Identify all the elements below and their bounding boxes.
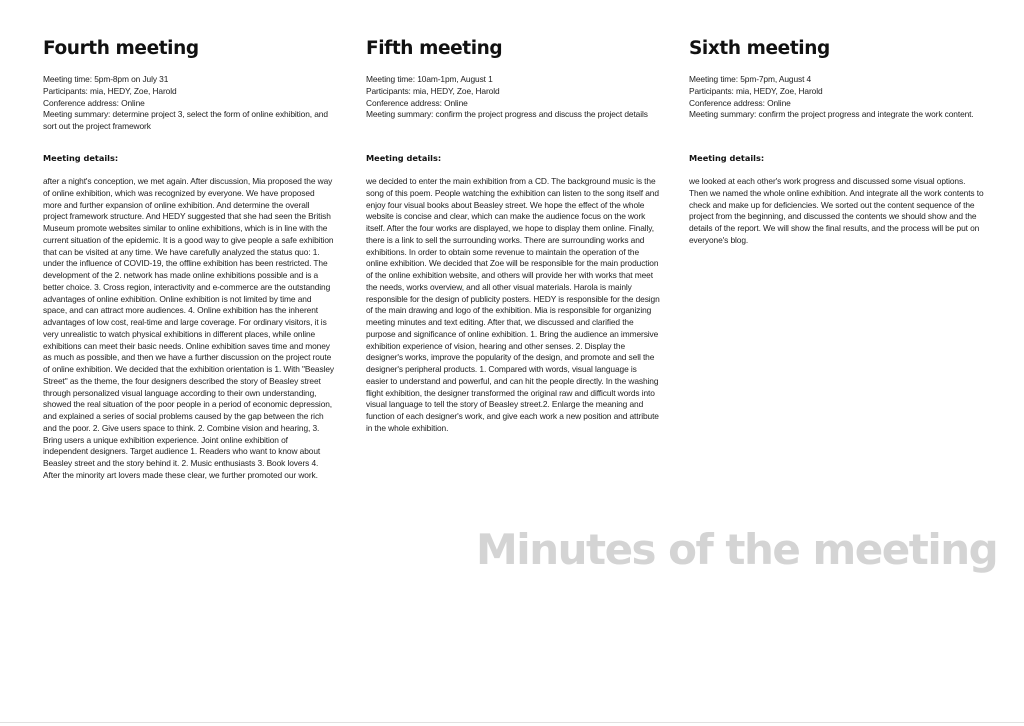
meeting-address: Conference address: Online bbox=[689, 97, 791, 108]
meeting-details-text: we decided to enter the main exhibition from a CD. The background music is the song of this poem. People watching the exhibition can listen to the song itself and enjoy four visual books about Beasley street. We hope the effect of the whole website is concise and clear, which can make the audience focus on the work itself. After the four works are displayed, we hope to display them online. Finally, there is a link to sell the surrounding works. There are surrounding works and exhibitions. In order to obtain some revenue to maintain the operation of the online exhibition. We decided that Zoe will be responsible for the main production of the online exhibition website, and others will provide her with works that meet the needs, works overview, and all other visual materials. Harola is mainly responsible for the design of publicity posters. HEDY is responsible for the design of the main drawing and logo of the exhibition. Mia is responsible for organizing meeting minutes and text editing. After that, we discussed and clarified the purpose and significance of online exhibition. 1. Bring the audience an immersive exhibition experience of vision, hearing and other senses. 2. Display the designer's works, improve the popularity of the design, and promote and sell the designer's peripheral products. 1. Compared with words, visual language is easier to understand and powerful, and can hit the people directly. In the washing flight exhibition, the designer transformed the original raw and difficult words into visual language to tell the story of Beasley street.2. Enlarge the meaning and function of each designer's work, and give each work a new position and attribute in the whole exhibition. bbox=[366, 176, 660, 433]
meeting-summary: Meeting summary: confirm the project progress and discuss the project details bbox=[366, 109, 648, 120]
meeting-address: Conference address: Online bbox=[366, 97, 468, 108]
meeting-details-text: we looked at each other's work progress and discussed some visual options. Then we named the whole online exhibition. And integrate all the work contents to check and make up for deficiencies. We sorted out the content sequence of the project from the beginning, and discussed the contents we should show and the details of the report. We will show the final results, and the process will be put on everyone's blog. bbox=[689, 176, 984, 245]
meeting-title: Fourth meeting bbox=[43, 38, 199, 59]
meeting-participants: Participants: mia, HEDY, Zoe, Harold bbox=[43, 85, 177, 96]
meeting-column-sixth bbox=[689, 36, 984, 247]
meeting-meta bbox=[689, 74, 984, 146]
meeting-title: Sixth meeting bbox=[689, 38, 830, 59]
meeting-participants: Participants: mia, HEDY, Zoe, Harold bbox=[689, 85, 823, 96]
meeting-meta bbox=[43, 74, 335, 146]
document-title: Minutes of the meeting bbox=[476, 525, 998, 574]
page-divider bbox=[0, 722, 1024, 723]
meeting-column-fifth bbox=[366, 36, 661, 435]
meeting-details-text: after a night's conception, we met again. After discussion, Mia proposed the way of online exhibition, which was recognized by everyone. We have proposed more and further expansion of online exhibition. And determine the overall project framework structure. And HEDY suggested that she had seen the British Museum promote websites similar to online exhibitions, which is in line with the current situation of the epidemic. It is a good way to give people a safe exhibition that can be visited at any time. We have carefully analyzed the status quo: 1. under the influence of COVID-19, the offline exhibition has been restricted. The development of the 2. network has made online exhibitions possible and is a better choice. 3. Cross region, interactivity and e-commerce are the outstanding advantages of online exhibition. Online exhibition is not limited by time and space, and can attract more audiences. 4. Online exhibition has the inherent advantages of low cost, real-time and large coverage. For ordinary visitors, it is very unrealistic to watch physical exhibitions in different places, while online exhibitions can meet their basic needs. Online exhibition saves time and money as much as possible, and then we have a further discussion on the project route of online exhibition. We decided that the exhibition orientation is 1. With "Beasley Street" as the theme, the four designers described the story of Beasley street through personalized visual language according to their own understanding, showed the real situation of the poor people in a period of economic depression, and explained a series of social problems caused by the gap between the rich and the poor. 2. Give users space to think. 2. Combine vision and hearing, 3. Bring users a unique exhibition experience. Joint online exhibition of independent designers. Target audience 1. Readers who want to know about Beasley street and the story behind it. 2. Music enthusiasts 3. Book lovers 4. After the minority art lovers made these clear, we further promoted our work. bbox=[43, 176, 334, 480]
meeting-participants: Participants: mia, HEDY, Zoe, Harold bbox=[366, 85, 500, 96]
meeting-details-label: Meeting details: bbox=[689, 153, 765, 163]
meeting-details-label: Meeting details: bbox=[43, 153, 119, 163]
meeting-address: Conference address: Online bbox=[43, 97, 145, 108]
meeting-summary: Meeting summary: determine project 3, select the form of online exhibition, and sort out the project framework bbox=[43, 109, 328, 132]
meeting-time: Meeting time: 5pm-8pm on July 31 bbox=[43, 74, 169, 84]
meeting-title: Fifth meeting bbox=[366, 38, 503, 59]
meeting-details-label: Meeting details: bbox=[366, 153, 442, 163]
meeting-summary: Meeting summary: confirm the project progress and integrate the work content. bbox=[689, 109, 974, 120]
meeting-time: Meeting time: 10am-1pm, August 1 bbox=[366, 74, 493, 84]
meeting-time: Meeting time: 5pm-7pm, August 4 bbox=[689, 74, 812, 84]
meeting-meta bbox=[366, 74, 661, 146]
meeting-column-fourth bbox=[43, 36, 335, 482]
